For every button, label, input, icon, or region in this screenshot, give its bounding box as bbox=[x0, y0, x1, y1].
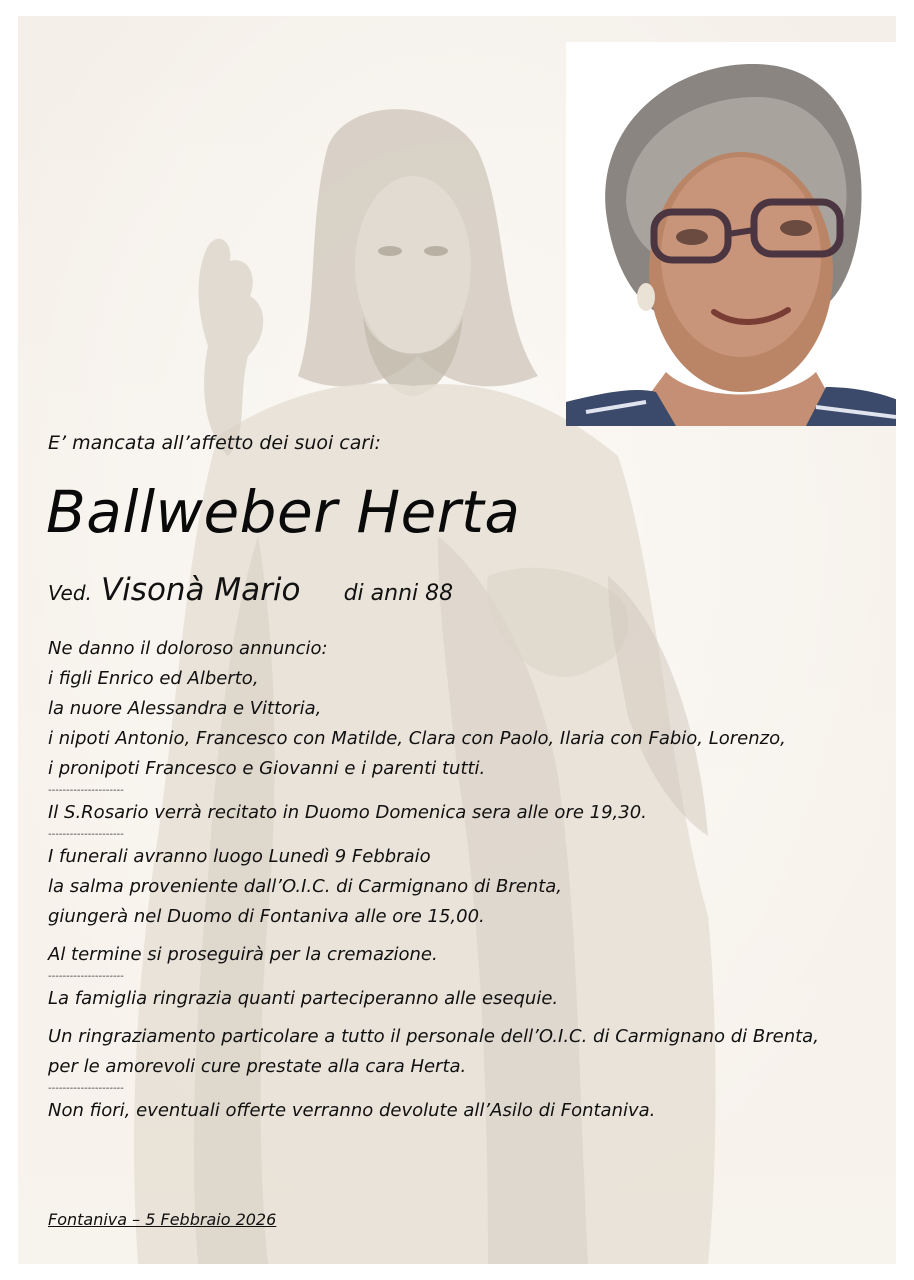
spouse-name: Visonà Mario bbox=[100, 572, 301, 608]
announcement-line: i nipoti Antonio, Francesco con Matilde, Clara con Paolo, Ilaria con Fabio, Lorenzo, bbox=[48, 728, 786, 749]
obituary-body bbox=[48, 634, 888, 1126]
widow-prefix: Ved. bbox=[48, 581, 92, 605]
separator-line: --------------------- bbox=[48, 785, 124, 796]
separator-line: --------------------- bbox=[48, 1083, 124, 1094]
thanks-text: La famiglia ringrazia quanti parteciperanno alle esequie. bbox=[48, 988, 559, 1009]
announcement-line: la nuore Alessandra e Vittoria, bbox=[48, 698, 322, 719]
rosary-text: Il S.Rosario verrà recitato in Duomo Domenica sera alle ore 19,30. bbox=[48, 802, 647, 823]
special-thanks-line: Un ringraziamento particolare a tutto il personale dell’O.I.C. di Carmignano di Brenta, bbox=[48, 1026, 819, 1047]
cremation-text: Al termine si proseguirà per la cremazione. bbox=[48, 944, 438, 965]
announcement-line: Ne danno il doloroso annuncio: bbox=[48, 638, 328, 659]
funeral-line: giungerà nel Duomo di Fontaniva alle ore 15,00. bbox=[48, 906, 485, 927]
spouse-age-line bbox=[48, 572, 453, 608]
flowers-text: Non fiori, eventuali offerte verranno devolute all’Asilo di Fontaniva. bbox=[48, 1100, 656, 1121]
announcement-line: i pronipoti Francesco e Giovanni e i parenti tutti. bbox=[48, 758, 486, 779]
announcement-line: i figli Enrico ed Alberto, bbox=[48, 668, 259, 689]
deceased-name: Ballweber Herta bbox=[46, 478, 521, 546]
portrait-photo bbox=[566, 42, 896, 426]
funeral-line: la salma proveniente dall’O.I.C. di Carmignano di Brenta, bbox=[48, 876, 563, 897]
special-thanks-line: per le amorevoli cure prestate alla cara Herta. bbox=[48, 1056, 467, 1077]
place-date: Fontaniva – 5 Febbraio 2026 bbox=[48, 1210, 277, 1229]
age-text: di anni 88 bbox=[343, 581, 454, 606]
intro-text: E’ mancata all’affetto dei suoi cari: bbox=[48, 432, 381, 454]
separator-line: --------------------- bbox=[48, 971, 124, 982]
portrait-image bbox=[566, 42, 896, 426]
separator-line: --------------------- bbox=[48, 829, 124, 840]
funeral-line: I funerali avranno luogo Lunedì 9 Febbraio bbox=[48, 846, 431, 867]
